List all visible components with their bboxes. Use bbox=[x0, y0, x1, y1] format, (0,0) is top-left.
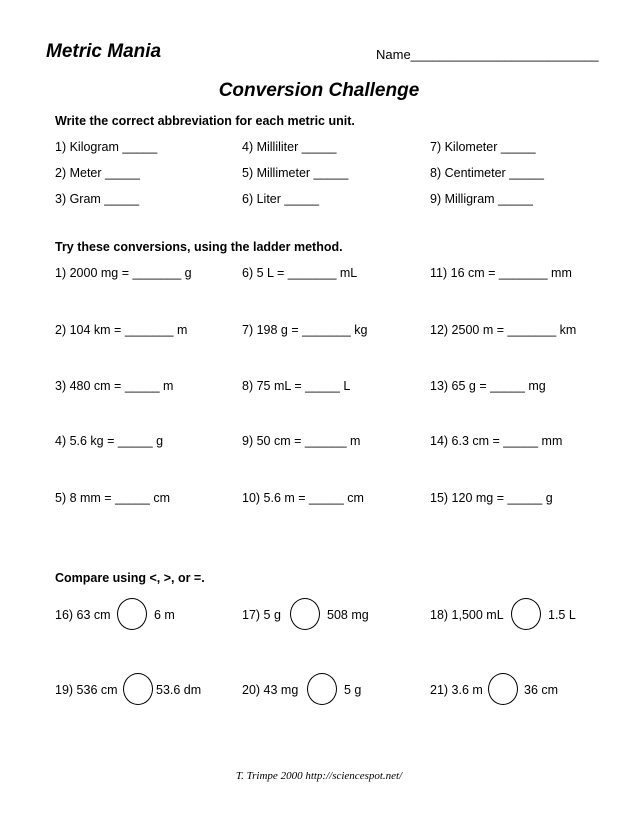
conversion-item-2: 2) 104 km = _______ m bbox=[55, 323, 188, 337]
abbreviation-item-5: 5) Millimeter _____ bbox=[242, 166, 349, 180]
conversion-item-5: 5) 8 mm = _____ cm bbox=[55, 491, 170, 505]
compare-item-17-left: 17) 5 g bbox=[242, 608, 281, 622]
compare-item-17-right: 508 mg bbox=[327, 608, 369, 622]
conversion-item-6: 6) 5 L = _______ mL bbox=[242, 266, 358, 280]
footer-credit: T. Trimpe 2000 http://sciencespot.net/ bbox=[235, 770, 403, 782]
conversion-item-9: 9) 50 cm = ______ m bbox=[242, 434, 361, 448]
conversion-item-15: 15) 120 mg = _____ g bbox=[430, 491, 553, 505]
worksheet-title: Metric Mania bbox=[46, 41, 162, 62]
conversion-item-14: 14) 6.3 cm = _____ mm bbox=[430, 434, 563, 448]
compare-item-20-right: 5 g bbox=[344, 683, 362, 697]
abbreviation-item-4: 4) Milliliter _____ bbox=[242, 140, 337, 154]
abbreviation-item-3: 3) Gram _____ bbox=[55, 192, 140, 206]
worksheet-subtitle: Conversion Challenge bbox=[218, 80, 420, 101]
conversion-item-13: 13) 65 g = _____ mg bbox=[430, 379, 546, 393]
abbreviation-item-7: 7) Kilometer _____ bbox=[430, 140, 536, 154]
section2-instruction: Try these conversions, using the ladder method. bbox=[55, 240, 343, 254]
conversion-item-11: 11) 16 cm = _______ mm bbox=[430, 266, 572, 280]
compare-item-18-right: 1.5 L bbox=[548, 608, 576, 622]
conversion-item-8: 8) 75 mL = _____ L bbox=[242, 379, 351, 393]
abbreviation-item-1: 1) Kilogram _____ bbox=[55, 140, 158, 154]
compare-circle-21[interactable] bbox=[488, 673, 518, 705]
section3-instruction: Compare using <, >, or =. bbox=[55, 571, 205, 585]
conversion-item-10: 10) 5.6 m = _____ cm bbox=[242, 491, 364, 505]
compare-item-19-left: 19) 536 cm bbox=[55, 683, 118, 697]
name-field-label: Name__________________________ bbox=[376, 47, 599, 62]
compare-circle-16[interactable] bbox=[117, 598, 147, 630]
compare-item-20-left: 20) 43 mg bbox=[242, 683, 299, 697]
compare-circle-17[interactable] bbox=[290, 598, 320, 630]
compare-circle-19[interactable] bbox=[123, 673, 153, 705]
conversion-item-12: 12) 2500 m = _______ km bbox=[430, 323, 577, 337]
abbreviation-item-8: 8) Centimeter _____ bbox=[430, 166, 544, 180]
compare-circle-18[interactable] bbox=[511, 598, 541, 630]
compare-item-18-left: 18) 1,500 mL bbox=[430, 608, 504, 622]
abbreviation-item-6: 6) Liter _____ bbox=[242, 192, 320, 206]
section1-instruction: Write the correct abbreviation for each metric unit. bbox=[55, 114, 355, 128]
abbreviation-item-9: 9) Milligram _____ bbox=[430, 192, 533, 206]
conversion-item-3: 3) 480 cm = _____ m bbox=[55, 379, 174, 393]
abbreviation-item-2: 2) Meter _____ bbox=[55, 166, 140, 180]
compare-item-19-right: 53.6 dm bbox=[156, 683, 202, 697]
compare-circle-20[interactable] bbox=[307, 673, 337, 705]
compare-item-16-right: 6 m bbox=[154, 608, 175, 622]
conversion-item-1: 1) 2000 mg = _______ g bbox=[55, 266, 192, 280]
conversion-item-7: 7) 198 g = _______ kg bbox=[242, 323, 368, 337]
compare-item-21-right: 36 cm bbox=[524, 683, 559, 697]
conversion-item-4: 4) 5.6 kg = _____ g bbox=[55, 434, 164, 448]
compare-item-21-left: 21) 3.6 m bbox=[430, 683, 483, 697]
compare-item-16-left: 16) 63 cm bbox=[55, 608, 111, 622]
